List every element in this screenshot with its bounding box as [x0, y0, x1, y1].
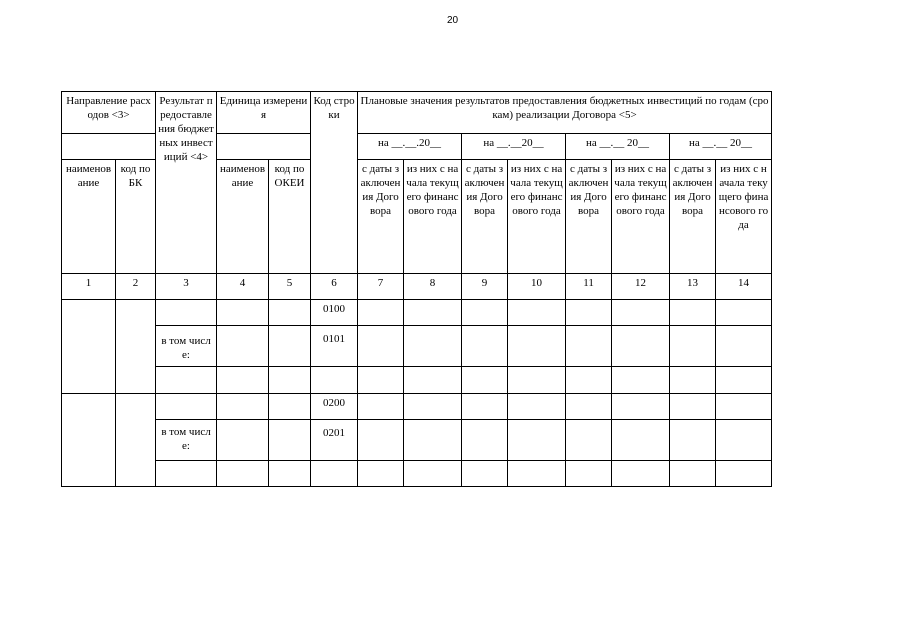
table-cell [670, 394, 716, 420]
table-row [62, 300, 772, 326]
header-unit: Единица измерения [217, 92, 311, 134]
table-cell [716, 394, 772, 420]
line-code-cell: 0101 [311, 326, 358, 367]
period-2: на __.__20__ [462, 134, 566, 160]
header-direction-name: наименование [62, 160, 116, 274]
table-cell [508, 420, 566, 461]
column-number: 6 [311, 274, 358, 300]
table-cell [508, 394, 566, 420]
column-number: 1 [62, 274, 116, 300]
table-cell [404, 367, 462, 394]
table-cell [716, 420, 772, 461]
table-cell [508, 461, 566, 487]
table-cell [217, 300, 269, 326]
table-cell [462, 461, 508, 487]
header-row-1 [62, 92, 772, 134]
table-cell [508, 326, 566, 367]
table-cell [462, 367, 508, 394]
table-cell [358, 420, 404, 461]
header-from-contract-date-2: с даты заключения Договора [462, 160, 508, 274]
table-cell [612, 461, 670, 487]
table-cell [670, 300, 716, 326]
table-cell [612, 300, 670, 326]
table-cell [116, 300, 156, 394]
table-cell [269, 300, 311, 326]
table-cell [269, 367, 311, 394]
table-cell [156, 300, 217, 326]
table-cell [566, 461, 612, 487]
investment-results-table [61, 91, 772, 487]
header-unit-spacer [217, 134, 311, 160]
table-cell [716, 326, 772, 367]
header-from-contract-date-3: с даты заключения Договора [566, 160, 612, 274]
line-code-cell: 0200 [311, 394, 358, 420]
table-cell [404, 394, 462, 420]
table-row [62, 394, 772, 420]
table-cell [716, 461, 772, 487]
period-1: на __.__.20__ [358, 134, 462, 160]
column-number: 3 [156, 274, 217, 300]
column-number: 5 [269, 274, 311, 300]
table-cell [670, 420, 716, 461]
period-3: на __.__ 20__ [566, 134, 670, 160]
table-cell [358, 461, 404, 487]
table-cell [612, 367, 670, 394]
table-cell [404, 326, 462, 367]
column-number: 11 [566, 274, 612, 300]
table-cell [269, 461, 311, 487]
table-cell [217, 461, 269, 487]
table-cell [670, 326, 716, 367]
table-cell [311, 367, 358, 394]
column-number: 2 [116, 274, 156, 300]
column-number: 9 [462, 274, 508, 300]
table-cell [612, 394, 670, 420]
column-number: 4 [217, 274, 269, 300]
table-cell [358, 326, 404, 367]
table-cell [217, 367, 269, 394]
header-from-contract-date-4: с даты заключения Договора [670, 160, 716, 274]
table-cell [217, 420, 269, 461]
table-cell [716, 300, 772, 326]
table-row [62, 326, 772, 367]
header-since-year-start-1: из них с начала текущего финансового года [404, 160, 462, 274]
table-cell [566, 394, 612, 420]
column-number: 12 [612, 274, 670, 300]
table-cell [269, 420, 311, 461]
including-label: в том числе: [156, 326, 217, 367]
header-planned-values: Плановые значения результатов предоставления бюджетных инвестиций по годам (срокам) реализации Договора <5> [358, 92, 772, 134]
header-from-contract-date-1: с даты заключения Договора [358, 160, 404, 274]
header-direction-spacer [62, 134, 156, 160]
table-cell [670, 367, 716, 394]
table-cell [462, 326, 508, 367]
table-cell [217, 394, 269, 420]
table-cell [566, 367, 612, 394]
header-line-code: Код строки [311, 92, 358, 274]
table-cell [269, 326, 311, 367]
table-cell [358, 367, 404, 394]
table-cell [508, 367, 566, 394]
table-cell [612, 326, 670, 367]
table-cell [462, 300, 508, 326]
header-result: Результат предоставления бюджетных инвестиций <4> [156, 92, 217, 274]
header-direction: Направление расходов <3> [62, 92, 156, 134]
table-cell [358, 300, 404, 326]
table-cell [156, 367, 217, 394]
header-since-year-start-3: из них с начала текущего финансового года [612, 160, 670, 274]
table-cell [404, 300, 462, 326]
table-cell [670, 461, 716, 487]
header-since-year-start-4: из них с начала текущего финансового года [716, 160, 772, 274]
table-cell [269, 394, 311, 420]
table-cell [566, 300, 612, 326]
column-number: 13 [670, 274, 716, 300]
table-cell [116, 394, 156, 487]
including-label: в том числе: [156, 420, 217, 461]
column-number: 7 [358, 274, 404, 300]
column-number-row [62, 274, 772, 300]
table-row [62, 367, 772, 394]
period-4: на __.__ 20__ [670, 134, 772, 160]
header-bk-code: код по БК [116, 160, 156, 274]
table-cell [62, 300, 116, 394]
table-cell [358, 394, 404, 420]
table-cell [508, 300, 566, 326]
table-cell [311, 461, 358, 487]
line-code-cell: 0201 [311, 420, 358, 461]
table-cell [404, 420, 462, 461]
table-cell [566, 420, 612, 461]
table-cell [156, 394, 217, 420]
table-cell [462, 420, 508, 461]
table-cell [612, 420, 670, 461]
table-row [62, 420, 772, 461]
column-number: 10 [508, 274, 566, 300]
table-cell [462, 394, 508, 420]
table-cell [156, 461, 217, 487]
header-okei-code: код по ОКЕИ [269, 160, 311, 274]
table-cell [217, 326, 269, 367]
line-code-cell: 0100 [311, 300, 358, 326]
table-cell [566, 326, 612, 367]
table-cell [62, 394, 116, 487]
table-row [62, 461, 772, 487]
header-since-year-start-2: из них с начала текущего финансового года [508, 160, 566, 274]
table-cell [404, 461, 462, 487]
column-number: 8 [404, 274, 462, 300]
header-unit-name: наименование [217, 160, 269, 274]
page-number: 20 [446, 15, 459, 26]
table-cell [716, 367, 772, 394]
column-number: 14 [716, 274, 772, 300]
